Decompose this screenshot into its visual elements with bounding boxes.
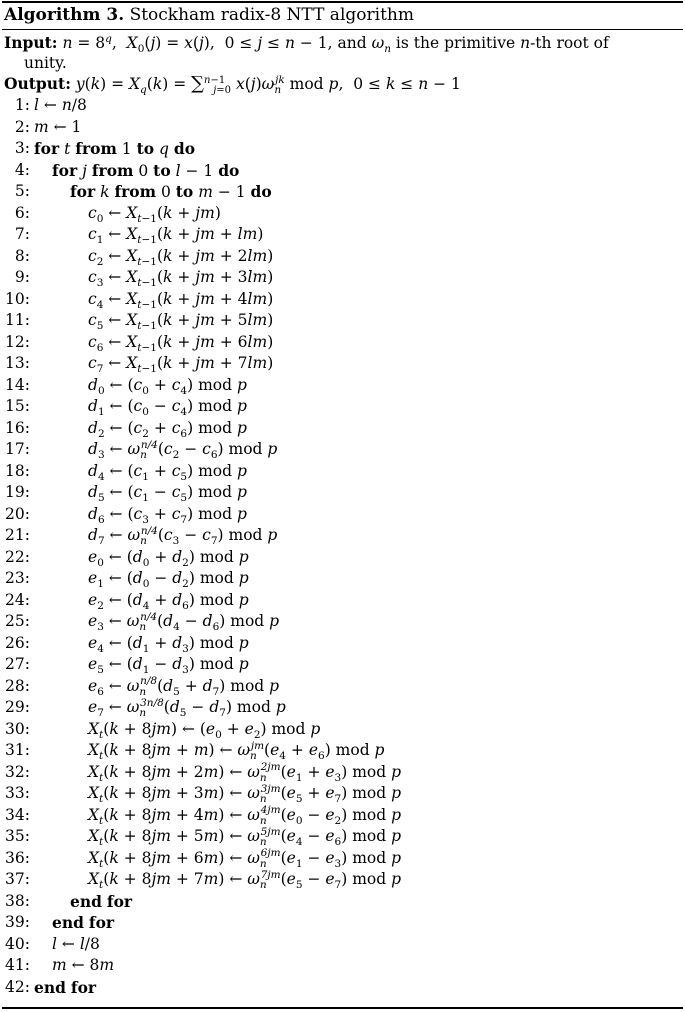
bottom-rule: [2, 1007, 683, 1009]
line-code: l ← l/8: [52, 934, 100, 953]
line-code: $e_2$ ← $(d_4 + d_6)$ mod p: [88, 590, 249, 612]
algorithm-line: [0, 332, 685, 354]
algorithm-line: [0, 762, 685, 784]
line-code: $e_4$ ← $(d_1 + d_3)$ mod p: [88, 633, 249, 655]
line-number: 42:: [5, 977, 30, 996]
line-code: $c_5$ ← $X_{t-1}(k$ + jm + 5lm): [88, 311, 274, 333]
line-number: 30:: [5, 719, 30, 738]
line-number: 37:: [5, 870, 30, 888]
caption-title: Stockham radix-8 NTT algorithm: [129, 5, 414, 25]
line-code: $d_4$ ← $(c_1 + c_5)$ mod p: [88, 461, 247, 483]
line-number: 41:: [5, 956, 30, 974]
line-code: $X_t(k + 8jm + 2m)$ ← $\omega_n^{2jm}(e_1 + e_3)$ mod p: [88, 761, 402, 784]
algorithm-lines: [0, 95, 685, 998]
algorithm-line: [0, 396, 685, 418]
line-number: 21:: [5, 526, 30, 544]
line-number: 33:: [5, 784, 30, 802]
algorithm-line: [0, 740, 685, 762]
line-number: 25:: [5, 612, 30, 630]
line-code: $e_7$ ← $\omega_n^{3n/8}(d_5 - d_7)$ mod p: [88, 696, 286, 720]
line-number: 18:: [5, 461, 30, 480]
line-code: $d_0$ ← $(c_0 + c_4)$ mod p: [88, 375, 247, 397]
algorithm-line: [0, 246, 685, 268]
algorithm-line: [0, 160, 685, 182]
line-code: $d_3$ ← $\omega_n^{n/4}(c_2 - c_6)$ mod p: [88, 438, 278, 462]
line-code: $X_t(k + 8jm + 3m)$ ← $\omega_n^{3jm}(e_5 + e_7)$ mod p: [88, 782, 402, 806]
line-code: l ← n/8: [34, 96, 87, 114]
algorithm-caption: [4, 4, 414, 26]
line-number: 27:: [5, 655, 30, 673]
algorithm-line: [0, 138, 685, 160]
line-code: m ← 1: [34, 117, 82, 136]
algorithm-line: [0, 719, 685, 741]
line-code: $d_6$ ← $(c_3 + c_7)$ mod p: [88, 504, 247, 526]
algorithm-line: [0, 869, 685, 891]
output-label: Output:: [4, 74, 71, 93]
line-code: end for: [34, 977, 97, 997]
line-number: 28:: [5, 676, 30, 695]
line-number: 29:: [5, 698, 30, 716]
line-code: $X_t(k + 8jm + 7m)$ ← $\omega_n^{7jm}(e_5 - e_7)$ mod p: [88, 868, 402, 892]
algorithm-line: [0, 912, 685, 934]
algorithm-line: [0, 439, 685, 461]
algorithm-line: [0, 375, 685, 397]
line-code: $d_7$ ← $\omega_n^{n/4}(c_3 - c_7)$ mod p: [88, 524, 278, 548]
line-code: $e_6$ ← $\omega_n^{n/8}(d_5 + d_7)$ mod p: [88, 675, 280, 698]
algorithm-line: [0, 977, 685, 999]
line-number: 38:: [5, 891, 30, 910]
algorithm-line: [0, 676, 685, 698]
algorithm-line: [0, 95, 685, 117]
algorithm-line: [0, 697, 685, 719]
line-code: $c_4$ ← $X_{t-1}(k$ + jm + 4lm): [88, 289, 274, 311]
line-code: $c_0$ ← $X_{t-1}(k + jm)$: [88, 203, 221, 225]
input-spec: [4, 33, 680, 73]
line-code: $d_1$ ← $(c_0 - c_4)$ mod p: [88, 397, 247, 419]
line-number: 11:: [5, 311, 30, 329]
line-code: end for: [52, 913, 115, 932]
line-number: 13:: [5, 354, 30, 372]
input-text: $n = 8^q$, $X_0(j) = x(j)$, 0 ≤ j ≤ n − 1, and $\omega_n$ is the primitive n-th root of unity.: [24, 32, 609, 72]
algorithm-line: [0, 461, 685, 483]
line-number: 17:: [5, 440, 30, 458]
line-number: 12:: [5, 332, 30, 351]
line-code: $X_t(k + 8jm + m)$ ← $\omega_n^{jm}(e_4 + e_6)$ mod p: [88, 739, 385, 763]
line-number: 14:: [5, 375, 30, 394]
algorithm-line: [0, 633, 685, 655]
line-number: 24:: [5, 590, 30, 609]
algorithm-line: [0, 891, 685, 913]
algorithm-line: [0, 826, 685, 848]
output-spec: [4, 73, 461, 97]
line-number: 26:: [5, 633, 30, 652]
algorithm-line: [0, 224, 685, 246]
line-number: 3:: [14, 139, 30, 157]
line-code: $X_t(k + 8jm)$ ← $(e_0 + e_2)$ mod p: [88, 719, 321, 741]
line-code: $c_7$ ← $X_{t-1}(k$ + jm + 7lm): [88, 354, 274, 376]
line-code: $e_5$ ← $(d_1 - d_3)$ mod p: [88, 655, 249, 677]
algorithm-line: [0, 310, 685, 332]
line-number: 32:: [5, 762, 30, 781]
algorithm-line: [0, 267, 685, 289]
line-number: 8:: [14, 246, 30, 265]
caption-label: Algorithm 3.: [4, 5, 125, 25]
line-code: $X_t(k + 8jm + 4m)$ ← $\omega_n^{4jm}(e_0 - e_2)$ mod p: [88, 804, 402, 827]
algorithm-line: [0, 525, 685, 547]
line-code: for k from 0 to m − 1 do: [70, 182, 272, 201]
algorithm-line: [0, 568, 685, 590]
algorithm-line: [0, 805, 685, 827]
algorithm-line: [0, 611, 685, 633]
algorithm-line: [0, 117, 685, 139]
line-code: $c_2$ ← $X_{t-1}(k$ + jm + 2lm): [88, 246, 274, 268]
line-code: $X_t(k + 8jm + 5m)$ ← $\omega_n^{5jm}(e_4 - e_6)$ mod p: [88, 825, 402, 849]
line-code: $c_6$ ← $X_{t-1}(k$ + jm + 6lm): [88, 332, 274, 354]
algorithm-line: [0, 482, 685, 504]
line-number: 9:: [14, 268, 30, 286]
line-number: 1:: [14, 96, 30, 114]
algorithm-line: [0, 934, 685, 956]
line-number: 6:: [14, 203, 30, 222]
line-number: 31:: [5, 741, 30, 759]
line-number: 10:: [5, 289, 30, 308]
line-code: $e_3$ ← $\omega_n^{n/4}(d_4 - d_6)$ mod p: [88, 610, 280, 634]
line-number: 23:: [5, 569, 30, 587]
line-code: $c_1$ ← $X_{t-1}(k$ + jm + lm): [88, 225, 264, 247]
algorithm-line: [0, 203, 685, 225]
line-code: m ← 8m: [52, 956, 115, 974]
line-code: end for: [70, 891, 133, 911]
line-number: 39:: [5, 913, 30, 931]
line-number: 35:: [5, 827, 30, 845]
algorithm-line: [0, 181, 685, 203]
line-number: 16:: [5, 418, 30, 437]
algorithm-line: [0, 590, 685, 612]
caption-rule: [2, 29, 683, 30]
line-number: 20:: [5, 504, 30, 523]
algorithm-line: [0, 504, 685, 526]
algorithm-line: [0, 783, 685, 805]
line-number: 5:: [14, 182, 30, 200]
line-number: 15:: [5, 397, 30, 415]
line-code: $d_2$ ← $(c_2 + c_6)$ mod p: [88, 418, 247, 440]
top-rule: [2, 1, 683, 3]
input-label: Input:: [4, 33, 58, 52]
algorithm-line: [0, 547, 685, 569]
output-text: $y(k) = X_q(k) = \sum^{n-1}_{j=0}$ $x(j)\omega_n^{jk}$ mod p, 0 ≤ k ≤ n − 1: [75, 73, 461, 97]
line-number: 40:: [5, 934, 30, 953]
line-code: $e_1$ ← $(d_0 - d_2)$ mod p: [88, 569, 249, 591]
line-code: for t from 1 to q do: [34, 139, 196, 158]
line-number: 19:: [5, 483, 30, 501]
line-number: 7:: [14, 225, 30, 243]
line-code: $X_t(k + 8jm + 6m)$ ← $\omega_n^{6jm}(e_1 - e_3)$ mod p: [88, 847, 402, 870]
algorithm-line: [0, 955, 685, 977]
line-number: 22:: [5, 547, 30, 566]
algorithm-line: [0, 848, 685, 870]
algorithm-line: [0, 418, 685, 440]
line-code: $d_5$ ← $(c_1 - c_5)$ mod p: [88, 483, 247, 505]
algorithm-line: [0, 654, 685, 676]
line-code: $c_3$ ← $X_{t-1}(k$ + jm + 3lm): [88, 268, 274, 290]
line-number: 4:: [14, 160, 30, 179]
line-number: 2:: [14, 117, 30, 136]
algorithm-line: [0, 289, 685, 311]
line-number: 36:: [5, 848, 30, 867]
line-code: $e_0$ ← $(d_0 + d_2)$ mod p: [88, 547, 249, 569]
line-code: for j from 0 to l − 1 do: [52, 160, 240, 180]
line-number: 34:: [5, 805, 30, 824]
algorithm-line: [0, 353, 685, 375]
